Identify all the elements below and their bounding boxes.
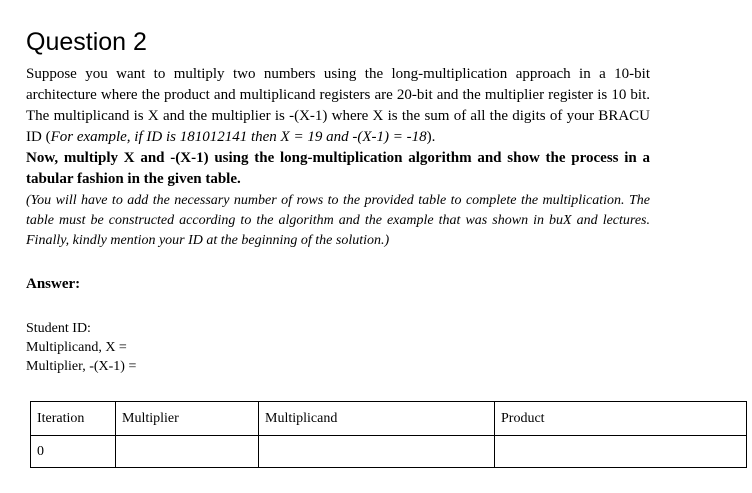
table-header-row [31, 402, 747, 436]
cell-iteration[interactable]: 0 [31, 436, 116, 468]
question-title: Question 2 [26, 28, 147, 56]
cell-multiplier[interactable] [116, 436, 259, 468]
student-id-label: Student ID: [26, 321, 91, 336]
cell-product[interactable] [495, 436, 747, 468]
header-iteration: Iteration [31, 402, 116, 436]
table-row [31, 436, 747, 468]
multiplicand-label: Multiplicand, X = [26, 340, 127, 355]
note-text: (You will have to add the necessary number of rows to the provided table to complete the multiplication. The table must be constructed according to the algorithm and the example that was shown in buX and lectures. Finally, kindly mention your ID at the beginning of the solution.) [26, 193, 650, 248]
multiplication-table [30, 401, 747, 468]
question-paragraph [26, 64, 650, 148]
cell-multiplicand[interactable] [259, 436, 495, 468]
header-multiplicand: Multiplicand [259, 402, 495, 436]
header-multiplier: Multiplier [116, 402, 259, 436]
question-text-end: ). [426, 129, 436, 145]
question-text: Suppose you want to multiply two numbers using the long-multiplication approach in a 10-bit architecture where the product and multiplicand registers are 20-bit and the multiplier register is 10 bit. The multiplicand is X and the multiplier is -(X-1) where X is the sum of all the digits of your BRACU ID ( [26, 66, 650, 145]
example-text: For example, if ID is 181012141 then X = 19 and -(X-1) = -18 [50, 129, 427, 145]
header-product: Product [495, 402, 747, 436]
multiplier-label: Multiplier, -(X-1) = [26, 359, 137, 374]
answer-label: Answer: [26, 276, 81, 292]
instruction-text: Now, multiply X and -(X-1) using the long-multiplication algorithm and show the process in a tabular fashion in the given table. [26, 150, 650, 187]
